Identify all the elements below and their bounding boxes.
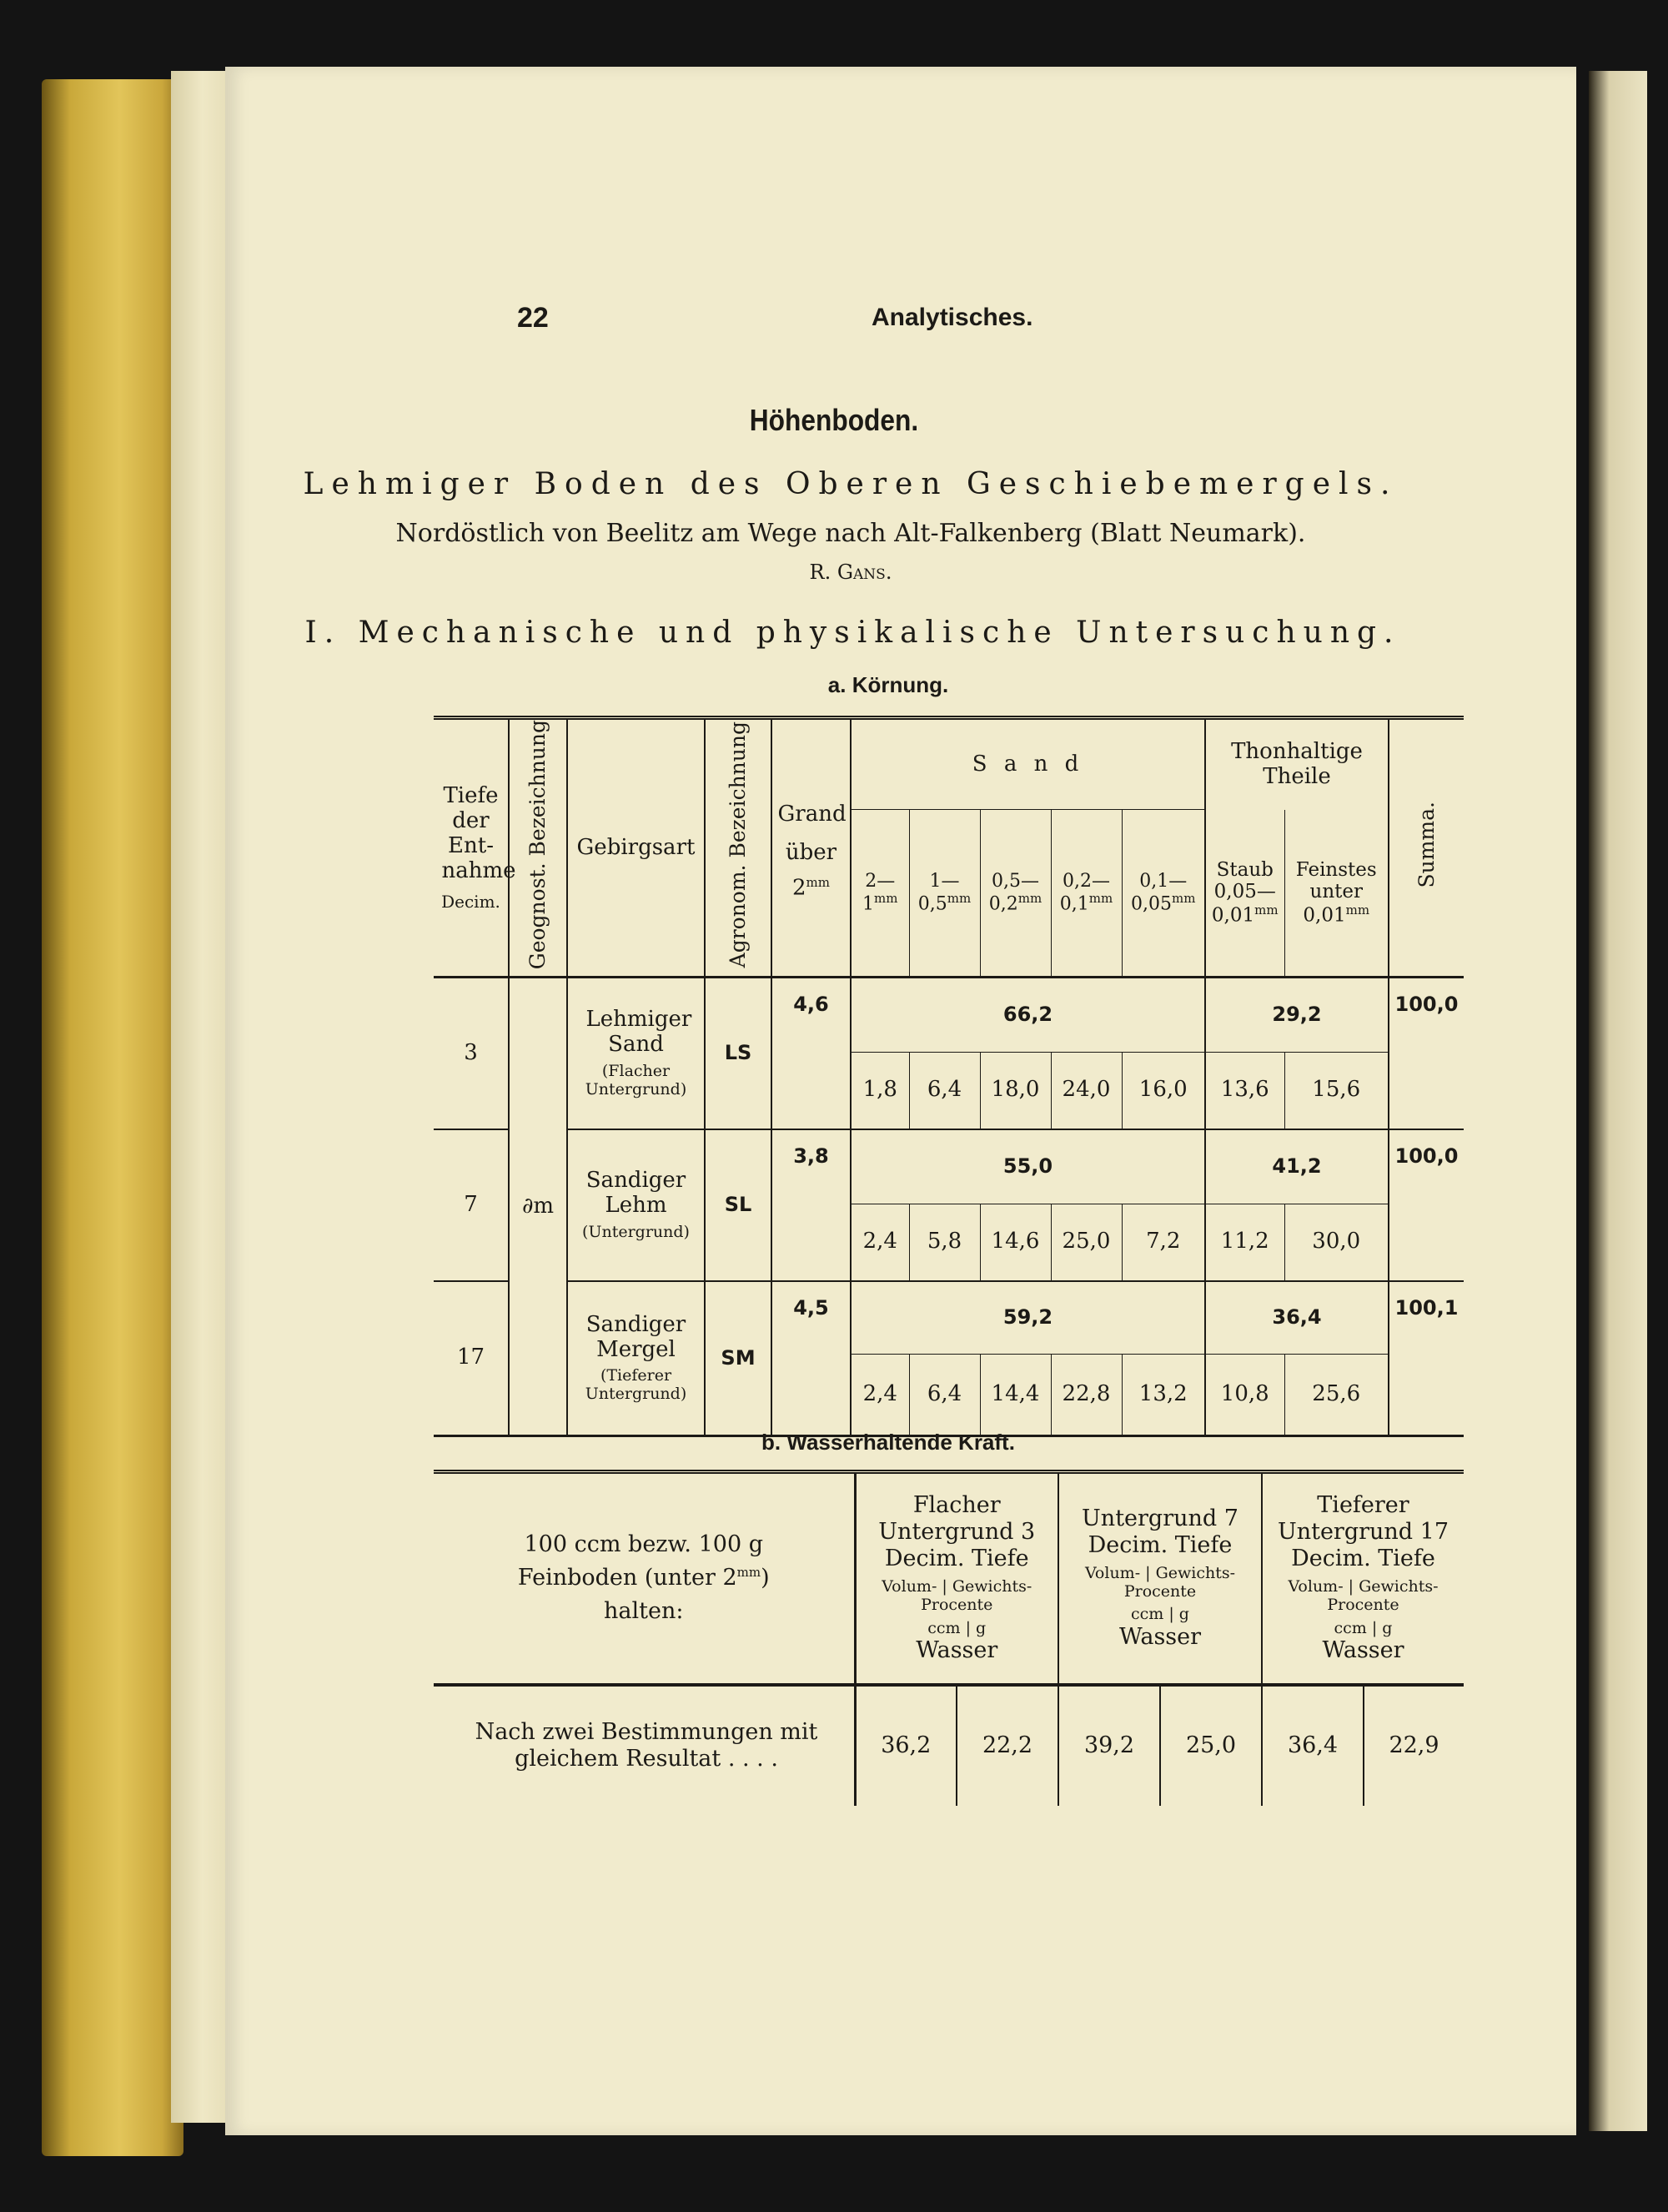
thon-total-cell: 36,4 [1205, 1281, 1389, 1355]
grand-cell: 3,8 [771, 1129, 851, 1281]
header-sand: S a n d [851, 718, 1205, 810]
header-grand: Grand über $2^{mm}$ [771, 718, 851, 978]
header-geognost: Geognost. Bezeichnung [509, 718, 567, 978]
table-a-title: a. Körnung. [827, 672, 949, 697]
sand-value: 2,4 [851, 1355, 909, 1436]
wasserhaltende-kraft-table [434, 1470, 1464, 1806]
value-cell: 36,2 [855, 1685, 957, 1806]
feinstes-value: 25,6 [1284, 1355, 1389, 1436]
header-agronom: Agronom. Bezeichnung [705, 718, 771, 978]
value-cell: 22,9 [1389, 1732, 1439, 1758]
depth-cell: 3 [434, 978, 509, 1129]
sand-value: 7,2 [1122, 1204, 1205, 1281]
sand-total-cell: 55,0 [851, 1129, 1205, 1204]
header-staub: Staub 0,05— $0,01^{mm}$ [1205, 810, 1284, 978]
gebirgsart-cell: Sandiger Lehm (Untergrund) [567, 1129, 705, 1281]
sand-total-cell: 59,2 [851, 1281, 1205, 1355]
sand-value: 2,4 [851, 1204, 909, 1281]
page-number: 22 [517, 302, 549, 334]
depth-cell: 17 [434, 1281, 509, 1436]
running-title: Analytisches. [872, 304, 1033, 331]
grand-cell: 4,6 [771, 978, 851, 1129]
book-edge [42, 79, 183, 2156]
header-sand-col-2: 1— $0,5^{mm}$ [909, 810, 980, 978]
row-label: Nach zwei Bestimmungen mit gleichem Resultat . . . . [434, 1685, 855, 1806]
header-summa: Summa. [1389, 718, 1464, 978]
staub-value: 10,8 [1205, 1355, 1284, 1436]
sand-value: 22,8 [1051, 1355, 1122, 1436]
value-cell: 39,2 [1058, 1685, 1160, 1806]
sand-value: 6,4 [909, 1355, 980, 1436]
summa-cell: 100,0 [1389, 1129, 1464, 1281]
header-tiefe: Tiefe der Ent-nahme Decim. [434, 718, 509, 978]
sand-value: 24,0 [1051, 1053, 1122, 1129]
sand-value: 14,6 [980, 1204, 1051, 1281]
header-sand-col-5: 0,1— $0,05^{mm}$ [1122, 810, 1205, 978]
col-header-flacher: Flacher Untergrund 3 Decim. Tiefe Volum- | Gewichts- Procente ccm | g Wasser [855, 1472, 1058, 1685]
staub-value: 11,2 [1205, 1204, 1284, 1281]
location: Nordöstlich von Beelitz am Wege nach Alt-Falkenberg (Blatt Neumark). [395, 519, 1306, 548]
gebirgsart-cell: Sandiger Mergel (Tieferer Untergrund) [567, 1281, 705, 1436]
header-gebirgsart: Gebirgsart [567, 718, 705, 978]
gebirgsart-cell: Lehmiger Sand (Flacher Untergrund) [567, 978, 705, 1129]
header-sand-col-1: 2— $1^{mm}$ [851, 810, 909, 978]
feinstes-value: 30,0 [1284, 1204, 1389, 1281]
depth-cell: 7 [434, 1129, 509, 1281]
page-stack [171, 71, 234, 2123]
agronom-cell: LS [705, 978, 771, 1129]
header-feinstes: Feinstes unter $0,01^{mm}$ [1284, 810, 1389, 978]
summa-cell: 100,0 [1389, 978, 1464, 1129]
sand-value: 6,4 [909, 1053, 980, 1129]
staub-value: 13,6 [1205, 1053, 1284, 1129]
value-cell: 36,4 [1262, 1685, 1364, 1806]
sand-value: 18,0 [980, 1053, 1051, 1129]
feinstes-value: 15,6 [1284, 1053, 1389, 1129]
value-cell: 22,2 [957, 1685, 1058, 1806]
agronom-cell: SM [705, 1281, 771, 1436]
sand-value: 13,2 [1122, 1355, 1205, 1436]
section-title: Höhenboden. [749, 403, 919, 437]
subtitle: Lehmiger Boden des Oberen Geschiebemergels. [303, 467, 1399, 501]
sand-value: 1,8 [851, 1053, 909, 1129]
header-thon: Thonhaltige Theile [1205, 718, 1389, 810]
table-row [434, 978, 1464, 1053]
part-title: I. Mechanische und physikalische Untersuchung. [304, 616, 1401, 650]
thon-total-cell: 29,2 [1205, 978, 1389, 1053]
table-row [434, 1129, 1464, 1204]
geognost-cell: ∂m [509, 978, 567, 1436]
value-cell: 25,0 [1160, 1685, 1262, 1806]
thon-total-cell: 41,2 [1205, 1129, 1389, 1204]
sand-value: 16,0 [1122, 1053, 1205, 1129]
header-sand-col-4: 0,2— $0,1^{mm}$ [1051, 810, 1122, 978]
sand-value: 5,8 [909, 1204, 980, 1281]
grand-cell: 4,5 [771, 1281, 851, 1436]
next-page-edge [1589, 71, 1647, 2131]
sand-value: 25,0 [1051, 1204, 1122, 1281]
col-header-tieferer: Tieferer Untergrund 17 Decim. Tiefe Volum- | Gewichts- Procente ccm | g Wasser [1262, 1472, 1464, 1685]
summa-cell: 100,1 [1394, 1295, 1459, 1320]
table-row [434, 1281, 1464, 1355]
koernung-table [434, 716, 1464, 1437]
sand-value: 14,4 [980, 1355, 1051, 1436]
sand-total-cell: 66,2 [851, 978, 1205, 1053]
left-header: 100 ccm bezw. 100 g Feinboden (unter $2^{mm}$) halten: [434, 1472, 855, 1685]
agronom-cell: SL [705, 1129, 771, 1281]
col-header-untergrund: Untergrund 7 Decim. Tiefe Volum- | Gewichts- Procente ccm | g Wasser [1058, 1472, 1262, 1685]
table-row [434, 1685, 1464, 1806]
table-b-title: b. Wasserhaltende Kraft. [761, 1430, 1015, 1455]
header-sand-col-3: 0,5— $0,2^{mm}$ [980, 810, 1051, 978]
author: R. Gans. [809, 561, 892, 584]
